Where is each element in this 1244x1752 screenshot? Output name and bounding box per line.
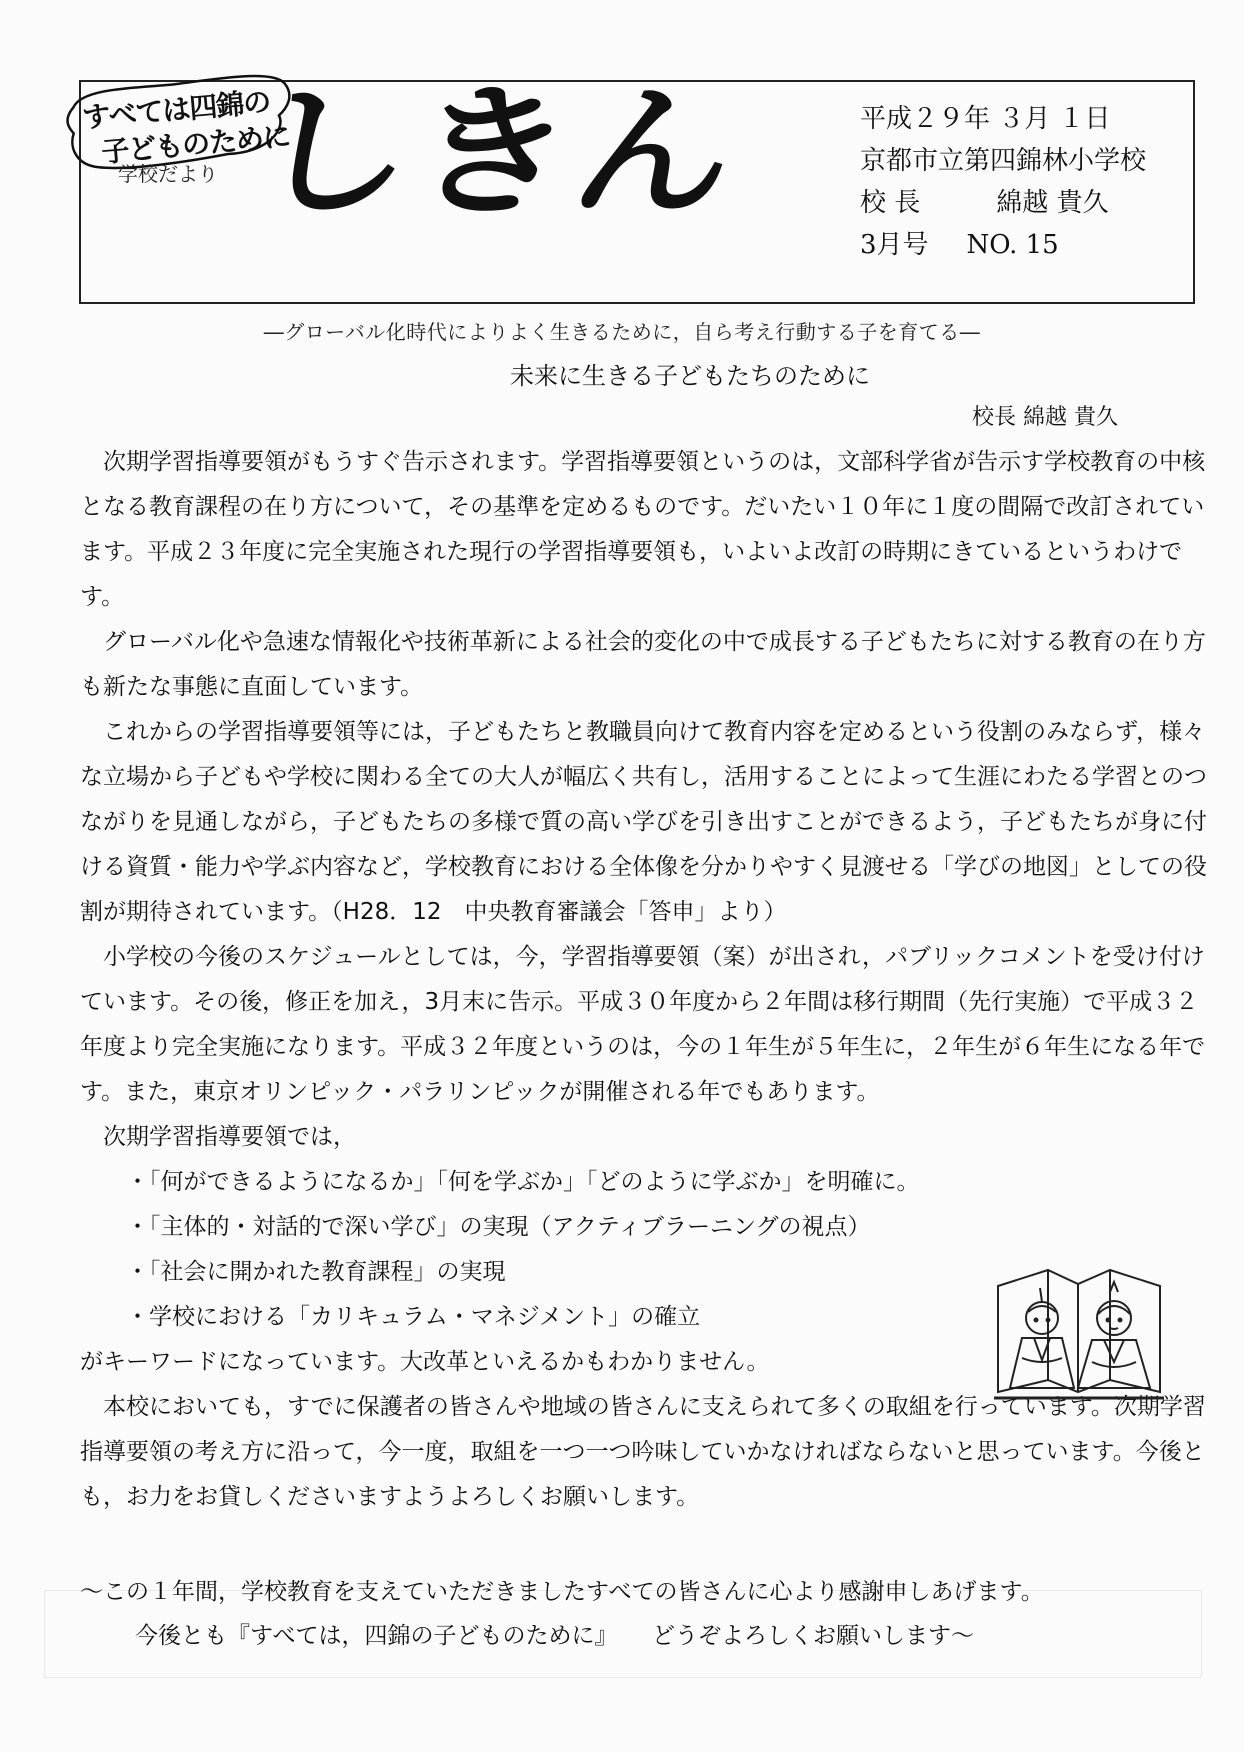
newsletter-label: 学校だより — [118, 162, 218, 186]
paragraph: これからの学習指導要領等には，子どもたちと教職員向けて教育内容を定めるという役割のみならず，様々な立場から子どもや学校に関わる全ての大人が幅広く共有し，活用することによって生涯にわたる学習とのつながりを見通しながら，子どもたちの多様で質の高い学びを引き出すことができるよう，子どもたちが身に付ける資質・能力や学ぶ内容など，学校教育における全体像を分かりやすく見渡せる「学びの地図」としての役割が期待されています。（H28．12 中央教育審議会「答申」より） — [80, 719, 1207, 925]
closing-line-1: ～この１年間，学校教育を支えていただきましたすべての皆さんに心より感謝申しあげます。 — [80, 1579, 1044, 1605]
motto-line-2: 子どものために — [100, 119, 292, 169]
newsletter-title: しきん — [244, 69, 744, 236]
paragraph: がキーワードになっています。大改革といえるかもわかりません。 — [80, 1349, 770, 1375]
hina-dolls-icon — [992, 1262, 1166, 1402]
issue-number: NO. 15 — [966, 230, 1059, 260]
bleed-through-grid — [44, 1590, 1202, 1678]
school-name: 京都市立第四錦林小学校 — [860, 146, 1147, 176]
keyword-item: ・「社会に開かれた教育課程」の実現 — [126, 1259, 506, 1285]
keyword-item: ・学校における「カリキュラム・マネジメント」の確立 — [126, 1304, 701, 1330]
principal-name: 綿越 貴久 — [996, 188, 1109, 218]
paragraph: 本校においても，すでに保護者の皆さんや地域の皆さんに支えられて多くの取組を行っています。次期学習指導要領の考え方に沿って，今一度，取組を一つ一つ吟味していかなければならないと思っています。今後とも，お力をお貸しくださいますようよろしくお願いします。 — [80, 1394, 1206, 1510]
paragraph: 小学校の今後のスケジュールとしては，今，学習指導要領（案）が出され，パブリックコメントを受け付けています。その後，修正を加え，3月末に告示。平成３０年度から２年間は移行期間（先行実施）で平成３２年度より完全実施になります。平成３２年度というのは，今の１年生が５年生に，２年生が６年生になる年です。また，東京オリンピック・パラリンピックが開催される年でもあります。 — [80, 944, 1206, 1105]
paragraph: グローバル化や急速な情報化や技術革新による社会的変化の中で成長する子どもたちに対する教育の在り方も新たな事態に直面しています。 — [80, 629, 1206, 700]
principal-role: 校 長 — [860, 188, 921, 218]
closing-line-2: 今後とも『すべては，四錦の子どものために』 どうぞよろしくお願いします～ — [135, 1623, 975, 1649]
keyword-item: ・「主体的・対話的で深い学び」の実現（アクティブラーニングの視点） — [126, 1214, 871, 1240]
issue-number-line — [860, 224, 1146, 266]
article-title: 未来に生きる子どもたちのために — [510, 362, 870, 390]
school-theme: ―グローバル化時代によりよく生きるために，自ら考え行動する子を育てる― — [263, 320, 981, 344]
paragraph: 次期学習指導要領では， — [103, 1124, 356, 1150]
keyword-item: ・「何ができるようになるか」「何を学ぶか」「どのように学ぶか」を明確に。 — [126, 1169, 920, 1195]
issue-date: 平成２９年 ３月 １日 — [860, 104, 1111, 134]
paragraph: 次期学習指導要領がもうすぐ告示されます。学習指導要領というのは，文部科学省が告示す学校教育の中核となる教育課程の在り方について，その基準を定めるものです。だいたい１０年に１度の間隔で改訂されています。平成２３年度に完全実施された現行の学習指導要領も，いよいよ改訂の時期にきているというわけです。 — [80, 449, 1206, 610]
issue-month: 3月号 — [860, 230, 929, 260]
motto-line-1: すべては四錦の — [80, 85, 272, 135]
article-author: 校長 綿越 貴久 — [972, 405, 1118, 430]
issue-info — [860, 98, 1146, 266]
principal-line — [860, 182, 1146, 224]
